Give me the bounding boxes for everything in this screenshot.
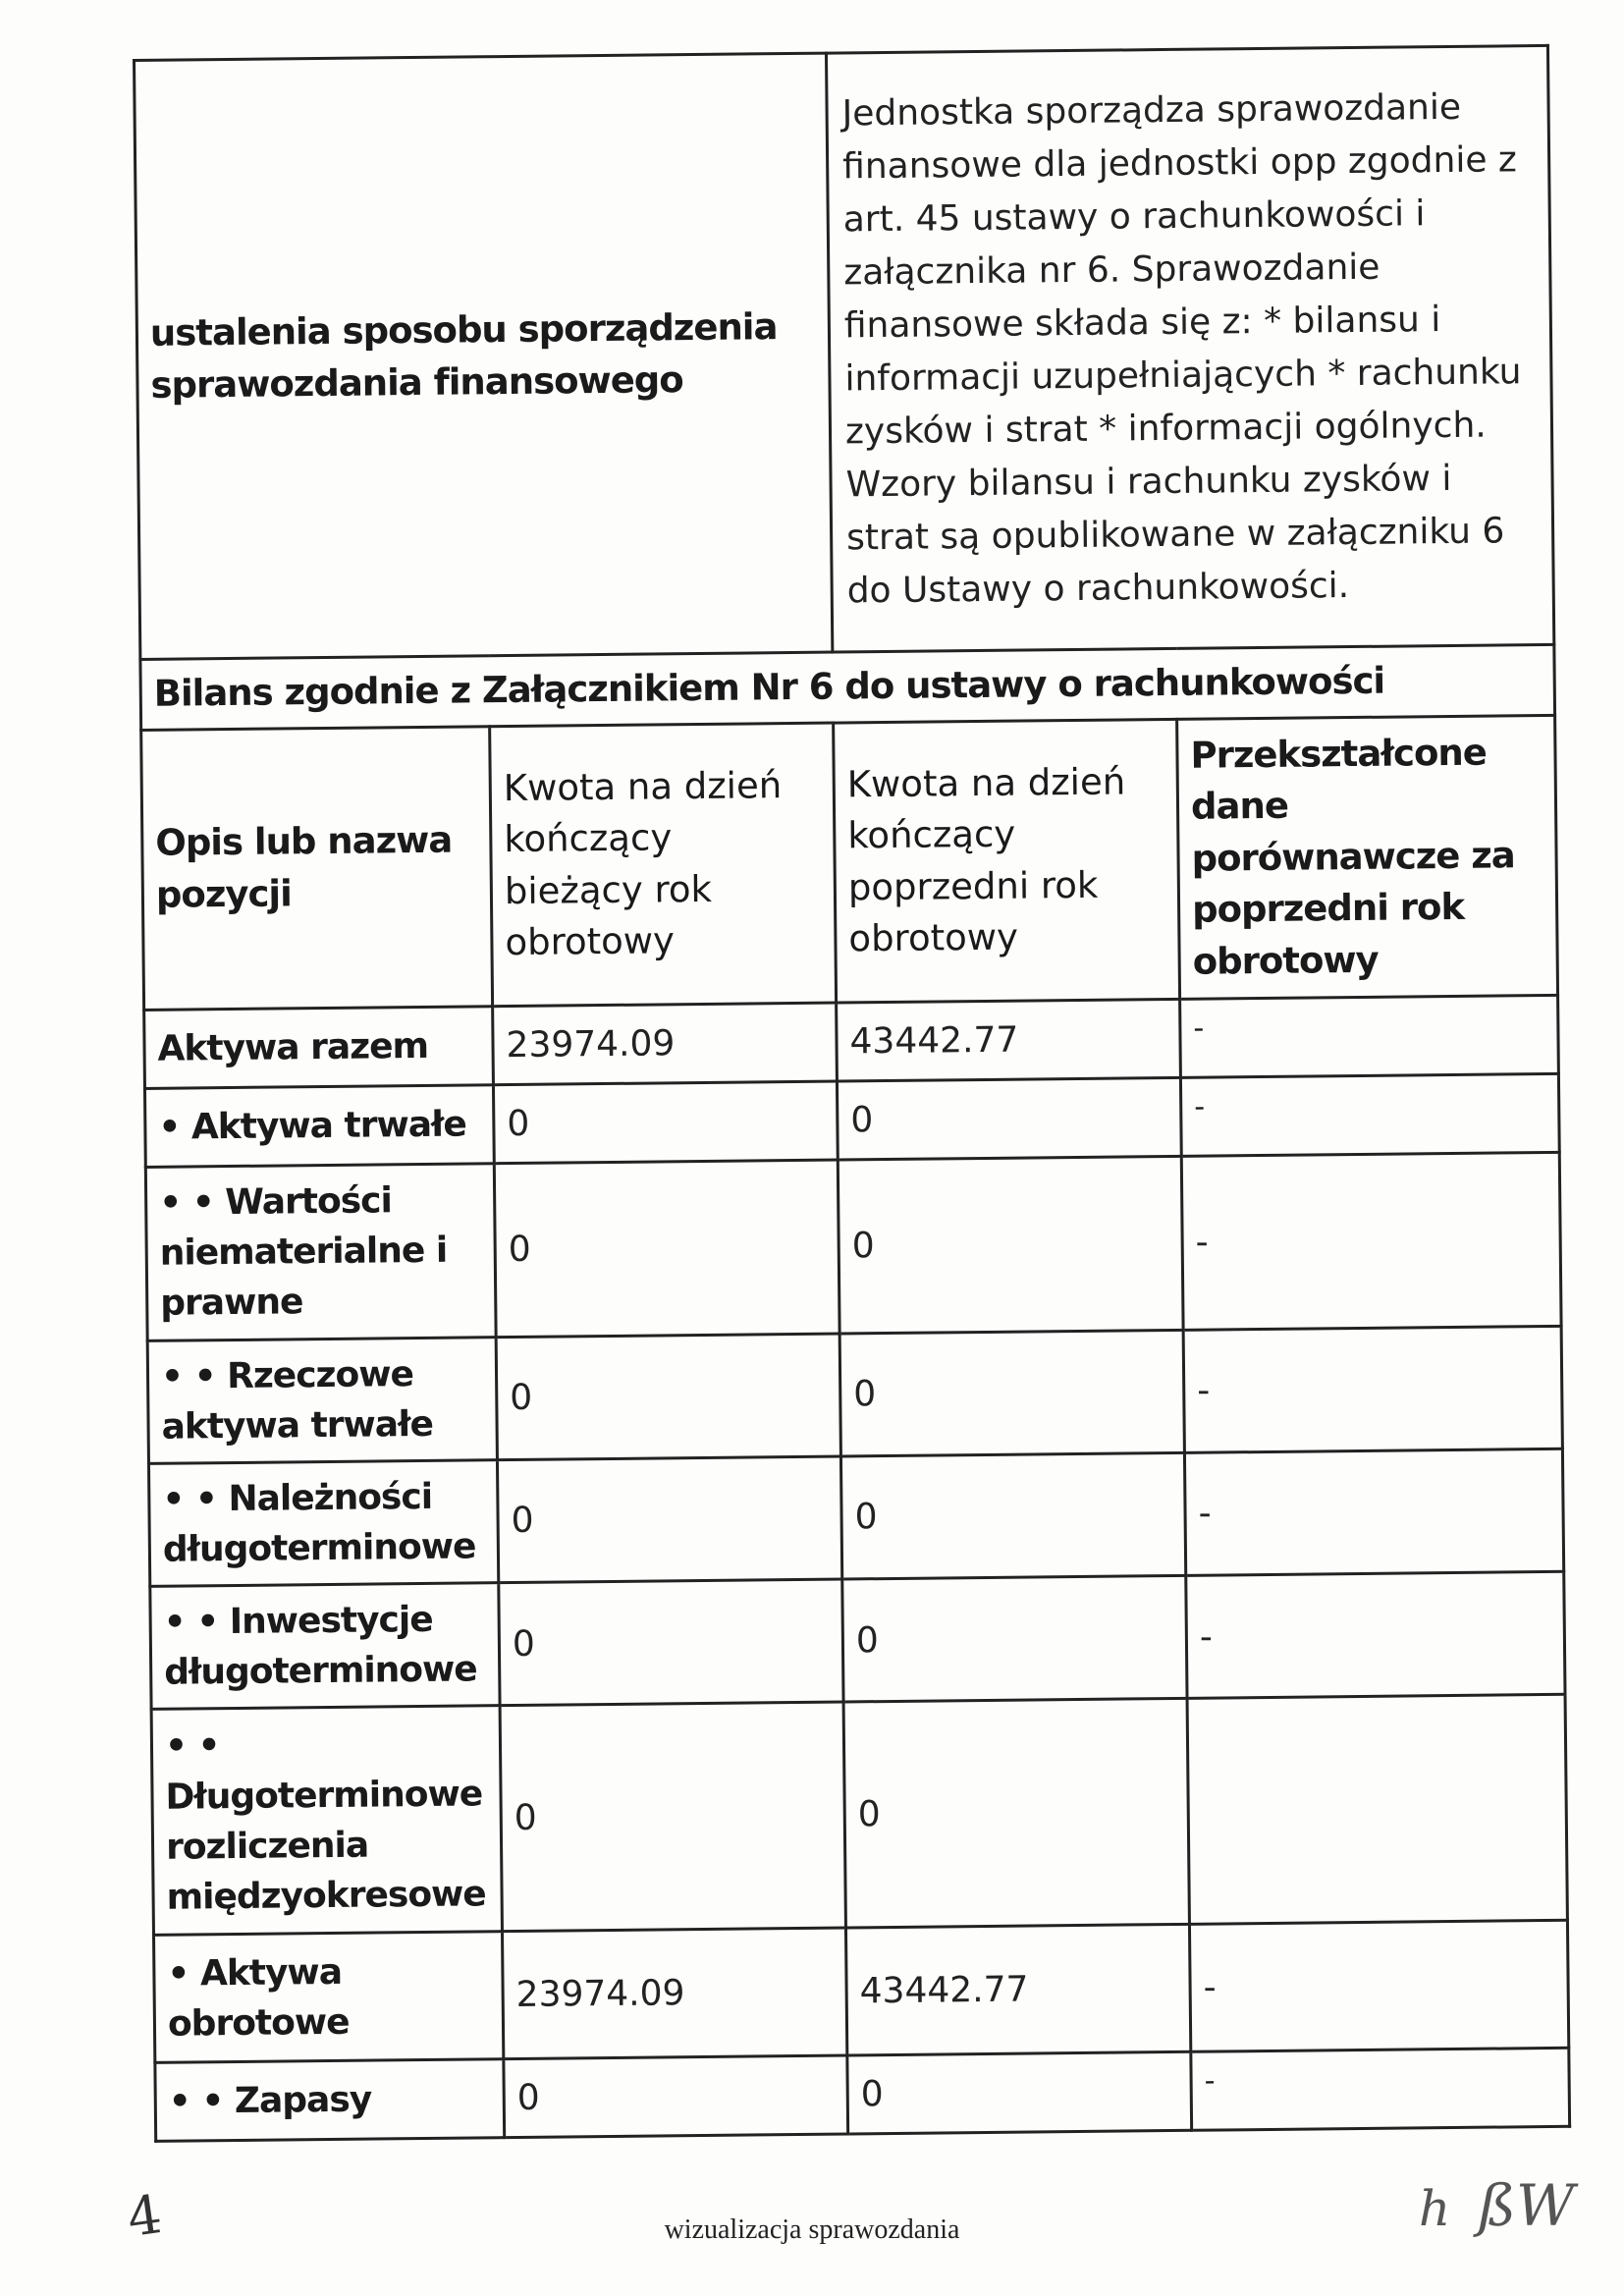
row-name: • Aktywa obrotowe bbox=[154, 1932, 504, 2063]
row-previous: 0 bbox=[839, 1330, 1184, 1456]
table-row bbox=[150, 1571, 1565, 1709]
row-previous: 0 bbox=[838, 1157, 1183, 1334]
footer-caption: wizualizacja sprawozdania bbox=[664, 2214, 960, 2245]
row-restated: - bbox=[1191, 2048, 1570, 2130]
row-restated: - bbox=[1183, 1326, 1562, 1452]
row-previous: 43442.77 bbox=[845, 1925, 1190, 2056]
row-restated: - bbox=[1184, 1449, 1563, 1575]
row-previous: 0 bbox=[847, 2051, 1192, 2134]
row-previous: 0 bbox=[837, 1078, 1181, 1161]
table-row bbox=[144, 1074, 1559, 1168]
table-row bbox=[154, 1920, 1569, 2062]
row-current: 23974.09 bbox=[502, 1928, 846, 2059]
row-restated: - bbox=[1180, 1074, 1559, 1157]
row-current: 0 bbox=[504, 2055, 848, 2138]
document-sheet bbox=[133, 44, 1568, 2143]
row-restated: - bbox=[1181, 1153, 1561, 1330]
row-restated: - bbox=[1180, 996, 1559, 1078]
row-name: • • Zapasy bbox=[155, 2059, 505, 2142]
signature-mark: h bbox=[1419, 2180, 1451, 2237]
row-current: 0 bbox=[496, 1334, 840, 1460]
row-restated: - bbox=[1189, 1920, 1568, 2051]
row-previous: 43442.77 bbox=[837, 1000, 1181, 1082]
row-name: • • Należności długoterminowe bbox=[148, 1459, 498, 1586]
handwritten-page-number: 4 bbox=[123, 2182, 166, 2250]
row-previous: 0 bbox=[843, 1699, 1189, 1929]
method-row bbox=[135, 45, 1554, 659]
table-row bbox=[147, 1326, 1562, 1463]
row-restated: - bbox=[1186, 1571, 1565, 1698]
row-name: • • Długoterminowe rozliczenia międzyokresowe bbox=[151, 1706, 502, 1936]
row-name: • • Rzeczowe aktywa trwałe bbox=[147, 1337, 497, 1463]
row-previous: 0 bbox=[840, 1452, 1185, 1579]
financial-report-table bbox=[133, 44, 1571, 2143]
row-current: 0 bbox=[497, 1456, 841, 1583]
row-current: 0 bbox=[500, 1702, 845, 1932]
table-row bbox=[144, 996, 1559, 1089]
header-name: Opis lub nazwa pozycji bbox=[141, 726, 493, 1010]
row-name: • • Wartości niematerialne i prawne bbox=[145, 1164, 496, 1340]
table-row bbox=[148, 1449, 1563, 1586]
row-current: 23974.09 bbox=[493, 1003, 838, 1085]
method-description: Jednostka sporządza sprawozdanie finansowe dla jednostki opp zgodnie z art. 45 ustawy o rachunkowości i załącznika nr 6. Sprawozdanie finansowe składa się z: * bilansu i informacji uzupełniających * rachunku zysków i strat * informacji ogólnych. Wzory bilansu i rachunku zysków i strat są opublikowane w załączniku 6 do Ustawy o rachunkowości. bbox=[826, 45, 1553, 652]
row-previous: 0 bbox=[842, 1575, 1187, 1702]
row-restated bbox=[1187, 1694, 1567, 1924]
table-header-row bbox=[141, 715, 1558, 1011]
signature-initials: ßW bbox=[1478, 2172, 1575, 2239]
header-previous-year: Kwota na dzień kończący poprzedni rok obrotowy bbox=[834, 719, 1180, 1003]
handwritten-signature bbox=[1419, 2172, 1575, 2239]
row-current: 0 bbox=[499, 1579, 843, 1706]
method-label: ustalenia sposobu sporządzenia sprawozdania finansowego bbox=[135, 53, 833, 659]
header-restated: Przekształcone dane porównawcze za poprzedni rok obrotowy bbox=[1177, 715, 1558, 1000]
row-name: • Aktywa trwałe bbox=[144, 1085, 494, 1168]
row-current: 0 bbox=[493, 1081, 838, 1164]
table-row bbox=[145, 1153, 1561, 1340]
row-name: • • Inwestycje długoterminowe bbox=[150, 1583, 500, 1710]
table-row bbox=[155, 2048, 1570, 2141]
table-row bbox=[151, 1694, 1567, 1935]
balance-title: Bilans zgodnie z Załącznikiem Nr 6 do ustawy o rachunkowości bbox=[140, 644, 1555, 730]
row-current: 0 bbox=[494, 1160, 839, 1337]
header-current-year: Kwota na dzień kończący bieżący rok obrotowy bbox=[490, 723, 837, 1007]
row-name: Aktywa razem bbox=[144, 1007, 494, 1089]
